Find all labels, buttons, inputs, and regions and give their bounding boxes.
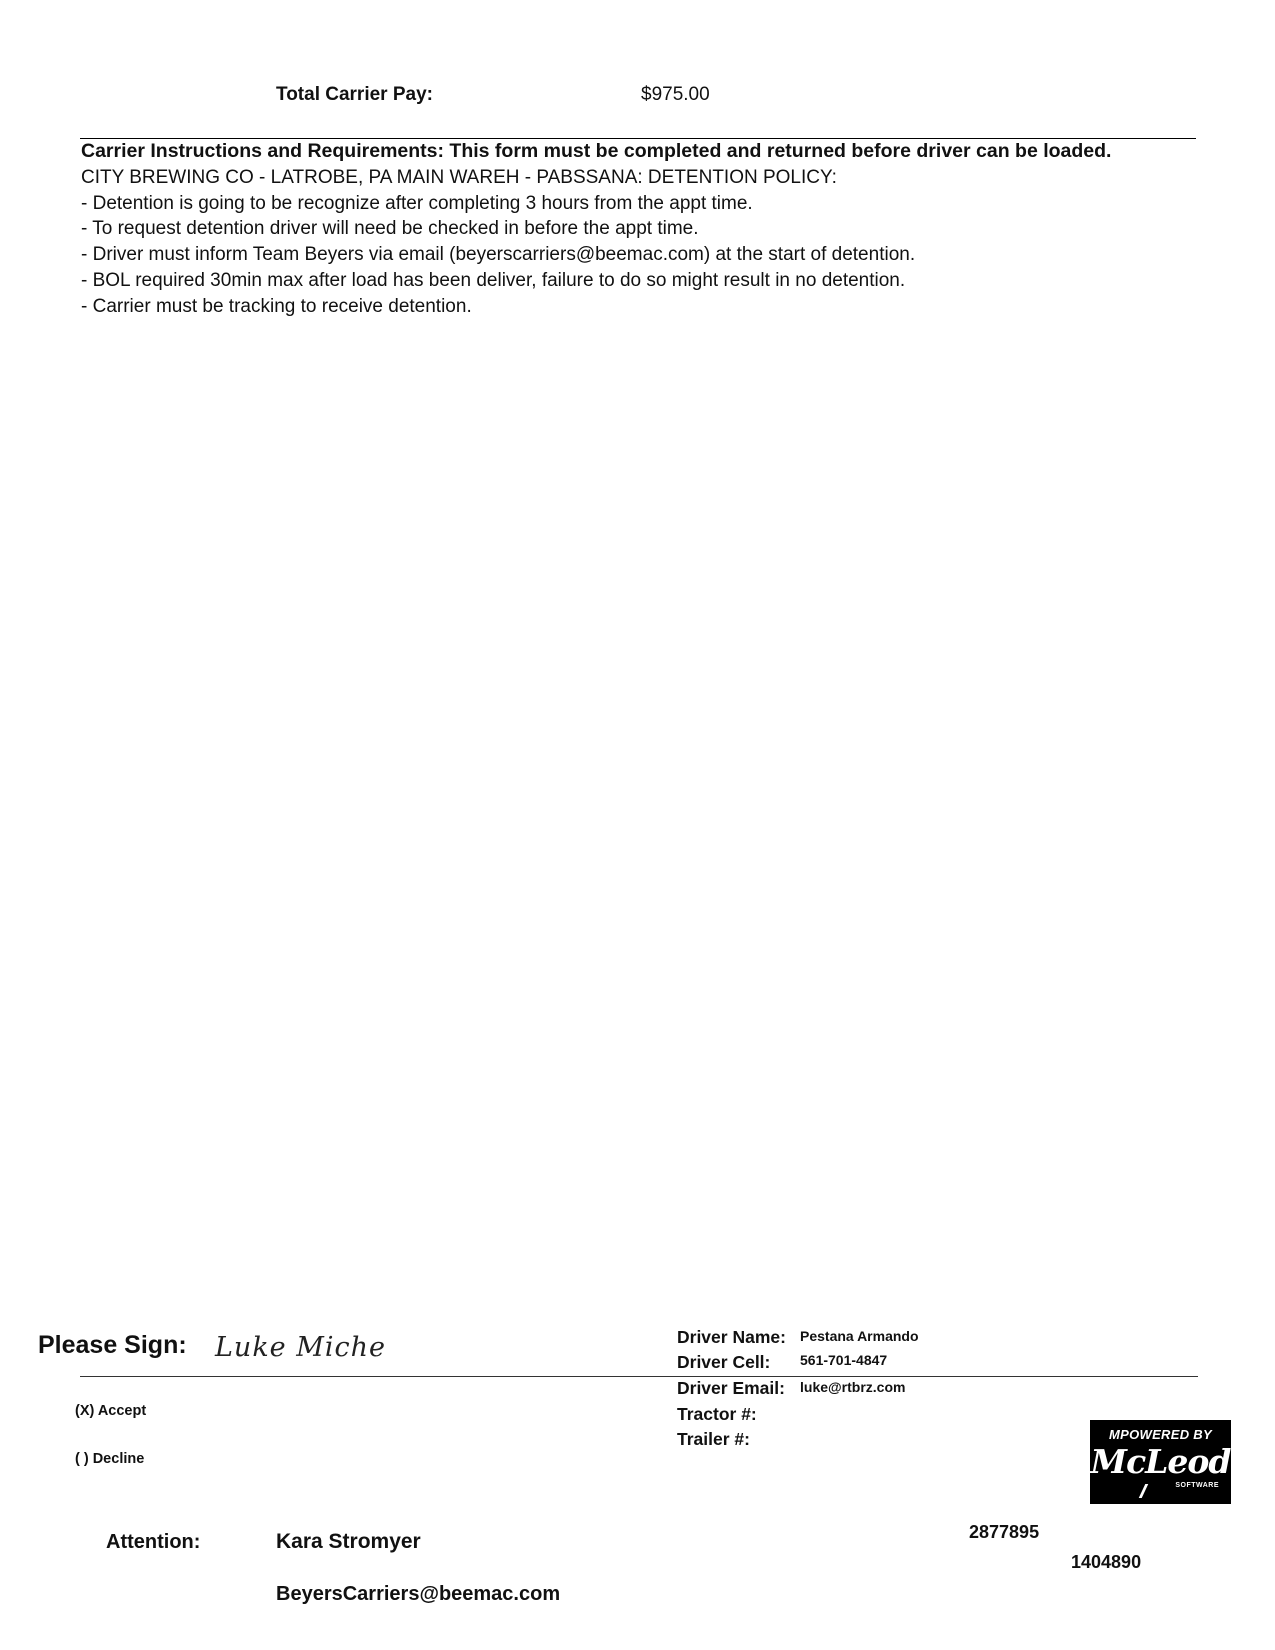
driver-cell-value[interactable]: 561-701-4847	[800, 1352, 888, 1368]
instruction-line: - Driver must inform Team Beyers via email (beyerscarriers@beemac.com) at the start of detention.	[81, 244, 916, 266]
driver-email-label: Driver Email:	[677, 1378, 785, 1398]
decline-option[interactable]: ( ) Decline	[75, 1451, 145, 1467]
logo-tagline: MPOWERED BY	[1109, 1427, 1212, 1442]
logo-subtitle: SOFTWARE	[1175, 1482, 1219, 1489]
instructions-body	[81, 165, 915, 319]
attention-email[interactable]: BeyersCarriers@beemac.com	[276, 1583, 561, 1605]
reference-number: 2877895	[969, 1522, 1040, 1542]
total-carrier-pay-value: $975.00	[641, 84, 710, 105]
instructions-divider	[80, 138, 1196, 139]
driver-name-label: Driver Name:	[677, 1327, 786, 1347]
logo-slash-mark	[1139, 1484, 1149, 1498]
attention-label: Attention:	[106, 1531, 201, 1553]
instructions-heading: Carrier Instructions and Requirements: This form must be completed and returned before driver can be loaded.	[81, 140, 1112, 162]
total-carrier-pay-label: Total Carrier Pay:	[276, 84, 433, 105]
signature-field[interactable]: Luke Miche	[215, 1332, 387, 1363]
instruction-line: - Detention is going to be recognize after completing 3 hours from the appt time.	[81, 192, 753, 214]
reference-number: 1404890	[1071, 1552, 1142, 1572]
signature-line	[80, 1376, 1198, 1377]
driver-name-value[interactable]: Pestana Armando	[800, 1328, 919, 1344]
driver-email-value[interactable]: luke@rtbrz.com	[800, 1379, 906, 1395]
instruction-line: - To request detention driver will need be checked in before the appt time.	[81, 218, 699, 240]
mcleod-logo	[1090, 1420, 1231, 1504]
please-sign-label: Please Sign:	[38, 1331, 187, 1359]
tractor-label: Tractor #:	[677, 1404, 757, 1424]
trailer-label: Trailer #:	[677, 1429, 750, 1449]
accept-option[interactable]: (X) Accept	[75, 1403, 147, 1419]
instruction-line: - Carrier must be tracking to receive detention.	[81, 295, 472, 317]
attention-name: Kara Stromyer	[276, 1530, 421, 1553]
logo-name: McLeod	[1090, 1442, 1231, 1481]
instruction-line: CITY BREWING CO - LATROBE, PA MAIN WAREH - PABSSANA: DETENTION POLICY:	[81, 167, 837, 188]
instruction-line: - BOL required 30min max after load has been deliver, failure to do so might result in no detention.	[81, 269, 906, 291]
driver-cell-label: Driver Cell:	[677, 1352, 771, 1372]
